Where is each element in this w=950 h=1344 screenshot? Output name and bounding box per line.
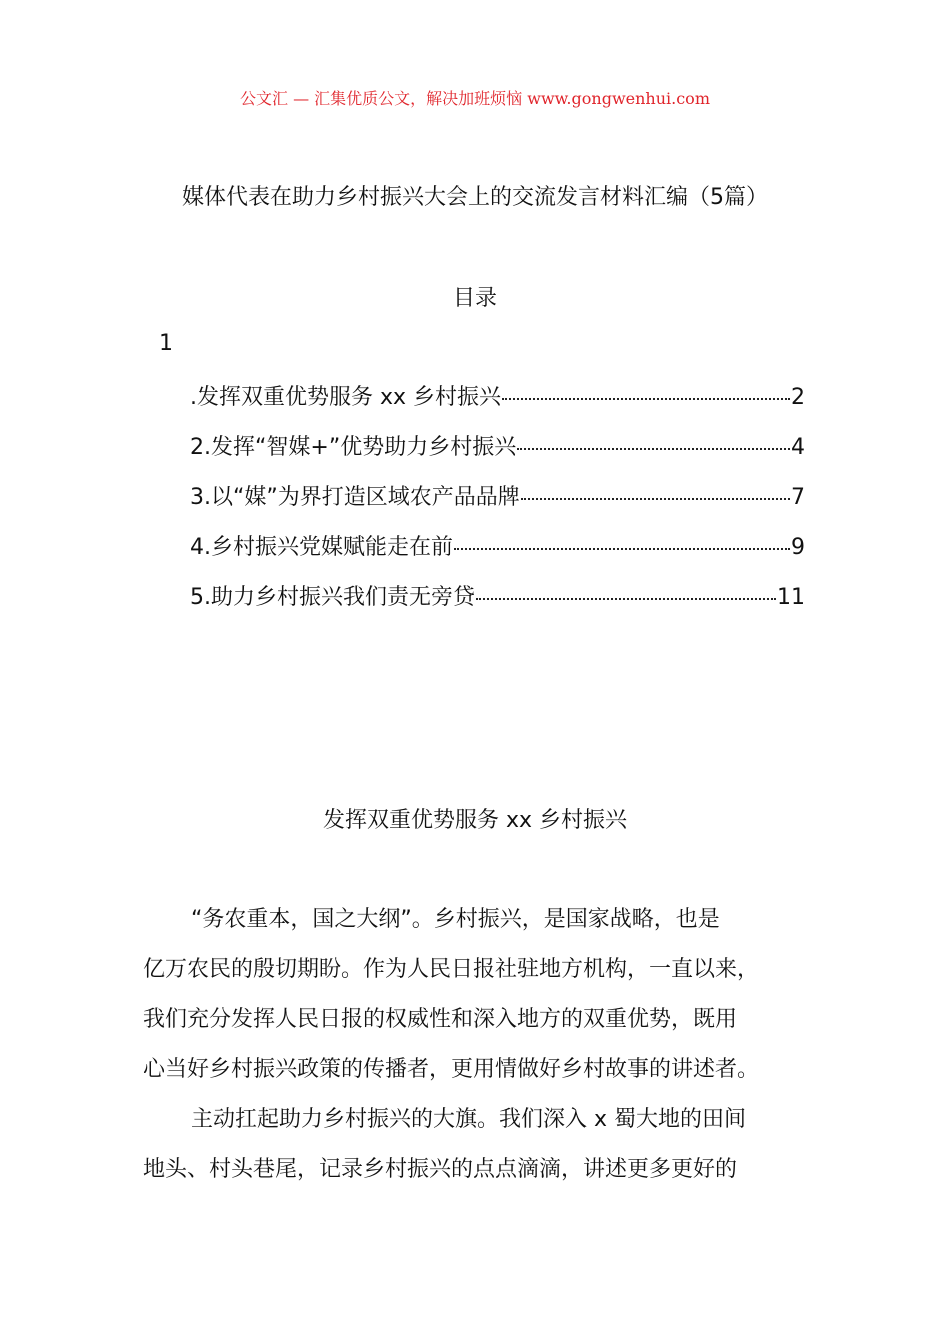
paragraph [143, 895, 813, 1095]
text-line: 主动扛起助力乡村振兴的大旗。我们深入 x 蜀大地的田间 [191, 1107, 747, 1132]
toc-entry[interactable] [190, 430, 805, 480]
toc-dot-leader [521, 498, 790, 500]
toc-entry-label: 2.发挥“智媒+”优势助力乡村振兴 [190, 435, 517, 460]
toc-entry-page: 7 [791, 485, 805, 510]
table-of-contents [190, 380, 805, 630]
toc-heading: 目录 [452, 286, 497, 311]
toc-entry[interactable] [190, 380, 805, 430]
text-line: “务农重本，国之大纲”。乡村振兴，是国家战略，也是 [191, 907, 720, 932]
watermark-header: 公文汇 — 汇集优质公文，解决加班烦恼 www.gongwenhui.com [239, 89, 710, 108]
toc-entry-page: 9 [791, 535, 805, 560]
toc-dot-leader [517, 448, 790, 450]
toc-entry[interactable] [190, 530, 805, 580]
toc-entry-label: 3.以“媒”为界打造区域农产品品牌 [190, 485, 520, 510]
toc-entry[interactable] [190, 580, 805, 630]
section-body [143, 895, 813, 1195]
text-line: 亿万农民的殷切期盼。作为人民日报社驻地方机构，一直以来， [143, 957, 760, 982]
toc-dot-leader [454, 548, 790, 550]
text-line: 地头、村头巷尾，记录乡村振兴的点点滴滴，讲述更多更好的 [143, 1157, 738, 1182]
toc-first-number: 1 [159, 331, 173, 356]
toc-entry-page: 2 [791, 385, 805, 410]
toc-entry-label: 4.乡村振兴党媒赋能走在前 [190, 535, 453, 560]
toc-entry-page: 11 [777, 585, 805, 610]
paragraph [143, 1095, 813, 1195]
toc-entry-label: .发挥双重优势服务 xx 乡村振兴 [190, 385, 502, 410]
toc-entry-page: 4 [791, 435, 805, 460]
toc-entry[interactable] [190, 480, 805, 530]
text-line: 我们充分发挥人民日报的权威性和深入地方的双重优势，既用 [143, 1007, 738, 1032]
text-line: 心当好乡村振兴政策的传播者，更用情做好乡村故事的讲述者。 [143, 1057, 760, 1082]
toc-entry-label: 5.助力乡村振兴我们责无旁贷 [190, 585, 475, 610]
section-title: 发挥双重优势服务 xx 乡村振兴 [322, 808, 628, 833]
toc-dot-leader [476, 598, 776, 600]
toc-dot-leader [502, 398, 790, 400]
document-title: 媒体代表在助力乡村振兴大会上的交流发言材料汇编（5篇） [182, 185, 768, 210]
